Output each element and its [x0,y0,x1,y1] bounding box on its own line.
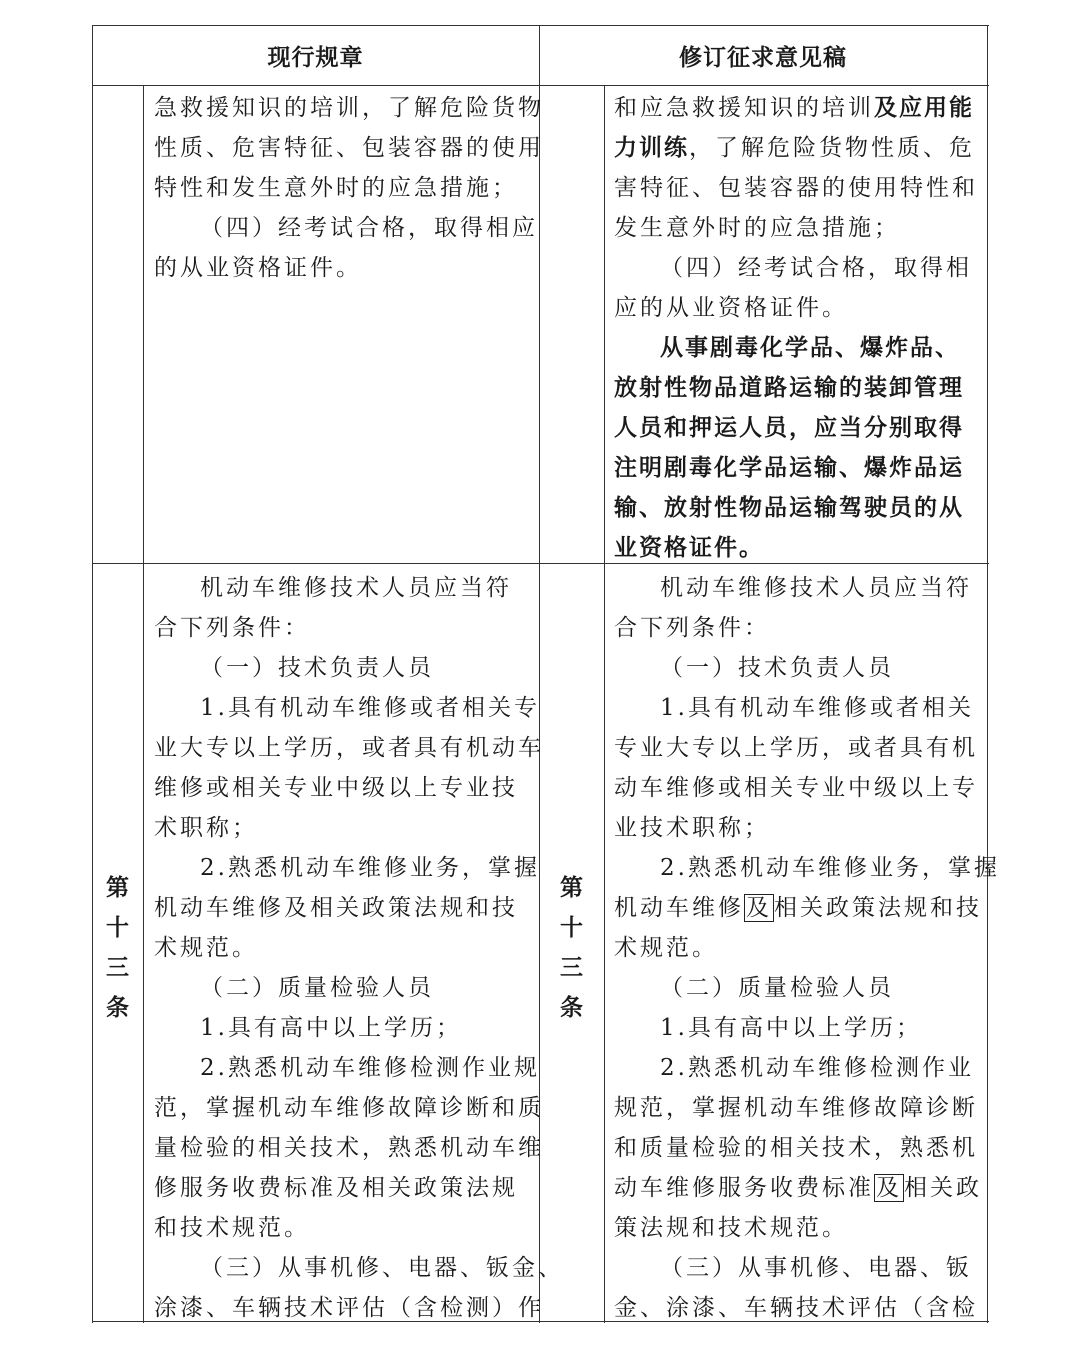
text-line [614,88,982,128]
text-line: （四）经考试合格，取得相应 [200,215,538,241]
text-segment: 机动车维修技术人员应当符 [660,575,972,601]
text-segment: （四）经考试合格，取得相 [660,255,972,281]
text-segment: 合下列条件： [614,615,770,641]
text-line [614,728,982,768]
header-current-regulation: 现行规章 [267,44,364,71]
text-line: 业大专以上学历，或者具有机动车 [154,735,544,761]
text-line [614,208,982,248]
article-label-char: 十 [560,915,583,941]
text-line: 特性和发生意外时的应急措施； [154,175,518,201]
added-text: 输、放射性物品运输驾驶员的从 [614,495,964,521]
text-segment: 和质量检验的相关技术，熟悉机 [614,1135,978,1161]
text-line: 1.具有高中以上学历； [200,1015,462,1041]
text-segment: 金、涂漆、车辆技术评估（含检 [614,1295,978,1321]
text-line: 1.具有机动车维修或者相关专 [200,695,540,721]
row1-revised-text [614,88,982,568]
row1-current-text [154,88,544,288]
text-segment: 发生意外时的应急措施； [614,215,900,241]
text-line [614,1048,982,1088]
text-segment: 动车维修服务收费标准 [614,1175,874,1201]
text-line: 和技术规范。 [154,1215,310,1241]
boxed-revision-mark: 及 [746,895,772,921]
article-label-current [92,868,143,1028]
row-divider [92,85,989,86]
column-divider [143,85,144,1323]
text-segment: 机动车维修 [614,895,744,921]
text-segment: ，了解危险货物性质、危 [689,135,975,161]
added-text: 放射性物品道路运输的装卸管理 [614,375,964,401]
text-line: 涂漆、车辆技术评估（含检测）作 [154,1295,544,1321]
text-segment: （二）质量检验人员 [660,975,894,1001]
text-segment: 相关政 [904,1175,982,1201]
article-label-char: 条 [106,995,129,1021]
comparison-table [92,25,1000,1323]
text-line [614,248,982,288]
text-line [614,888,982,928]
text-segment: 专业大专以上学历，或者具有机 [614,735,978,761]
text-segment: 相关政策法规和技 [774,895,982,921]
text-line: 2.熟悉机动车维修业务，掌握 [200,855,540,881]
article-label-char: 第 [106,875,129,901]
article-label-char: 三 [106,955,129,981]
text-line: 术规范。 [154,935,258,961]
table-border-left [92,25,93,1323]
text-line [614,648,982,688]
text-line [614,408,982,448]
text-line: （二）质量检验人员 [200,975,434,1001]
header-revised-draft: 修订征求意见稿 [679,44,847,71]
text-line: 量检验的相关技术，熟悉机动车维 [154,1135,544,1161]
text-line [614,448,982,488]
text-segment: 害特征、包装容器的使用特性和 [614,175,978,201]
text-line [614,1008,982,1048]
text-segment: 和应急救援知识的培训 [614,95,874,121]
text-line [614,328,982,368]
text-segment: 策法规和技术规范。 [614,1215,848,1241]
text-line: （一）技术负责人员 [200,655,434,681]
boxed-revision-mark: 及 [876,1175,902,1201]
text-line [614,968,982,1008]
added-text: 注明剧毒化学品运输、爆炸品运 [614,455,964,481]
text-segment: 2.熟悉机动车维修检测作业 [660,1055,974,1081]
text-line: 的从业资格证件。 [154,255,362,281]
text-segment: 1.具有高中以上学历； [660,1015,922,1041]
column-divider [539,25,540,1323]
text-line [614,368,982,408]
text-line: 合下列条件： [154,615,310,641]
text-line [614,168,982,208]
text-line [614,848,1000,888]
text-line: 2.熟悉机动车维修检测作业规 [200,1055,540,1081]
text-line [614,1128,982,1168]
added-text: 人员和押运人员，应当分别取得 [614,415,964,441]
text-segment: （一）技术负责人员 [660,655,894,681]
text-segment: 1.具有机动车维修或者相关 [660,695,974,721]
text-line: 机动车维修技术人员应当符 [200,575,512,601]
added-text: 从事剧毒化学品、爆炸品、 [660,335,960,361]
added-text: 力训练 [614,135,689,161]
article-label-char: 十 [106,915,129,941]
text-segment: 术规范。 [614,935,718,961]
column-divider [604,85,605,1323]
text-line: （三）从事机修、电器、钣金、 [200,1255,564,1281]
text-line [614,688,982,728]
text-segment: （三）从事机修、电器、钣 [660,1255,972,1281]
text-line [614,1288,982,1328]
text-line [614,528,982,568]
text-line [614,128,982,168]
text-segment: 业技术职称； [614,815,770,841]
added-text: 及应用能 [874,95,974,121]
text-line [614,928,982,968]
row2-revised-text [614,568,1000,1328]
text-line [614,808,982,848]
added-text: 业资格证件。 [614,535,764,561]
text-line [614,768,982,808]
text-line [614,608,982,648]
article-label-char: 三 [560,955,583,981]
text-line: 范，掌握机动车维修故障诊断和质 [154,1095,544,1121]
text-segment: 规范，掌握机动车维修故障诊断 [614,1095,978,1121]
text-segment: 2.熟悉机动车维修业务，掌握 [660,855,1000,881]
table-border-right [987,25,988,1323]
text-line [614,488,982,528]
text-segment: 应的从业资格证件。 [614,295,848,321]
article-label-char: 条 [560,995,583,1021]
text-line: 修服务收费标准及相关政策法规 [154,1175,518,1201]
text-line [614,568,982,608]
text-line: 维修或相关专业中级以上专业技 [154,775,518,801]
text-line [614,1088,982,1128]
text-line: 性质、危害特征、包装容器的使用 [154,135,544,161]
text-line: 急救援知识的培训，了解危险货物 [154,95,544,121]
text-segment: 动车维修或相关专业中级以上专 [614,775,978,801]
text-line [614,1168,982,1208]
text-line: 术职称； [154,815,258,841]
row2-current-text [154,568,564,1328]
article-label-revised [539,868,604,1028]
text-line [614,288,982,328]
text-line [614,1208,982,1248]
text-line: 机动车维修及相关政策法规和技 [154,895,518,921]
text-line [614,1248,982,1288]
article-label-char: 第 [560,875,583,901]
